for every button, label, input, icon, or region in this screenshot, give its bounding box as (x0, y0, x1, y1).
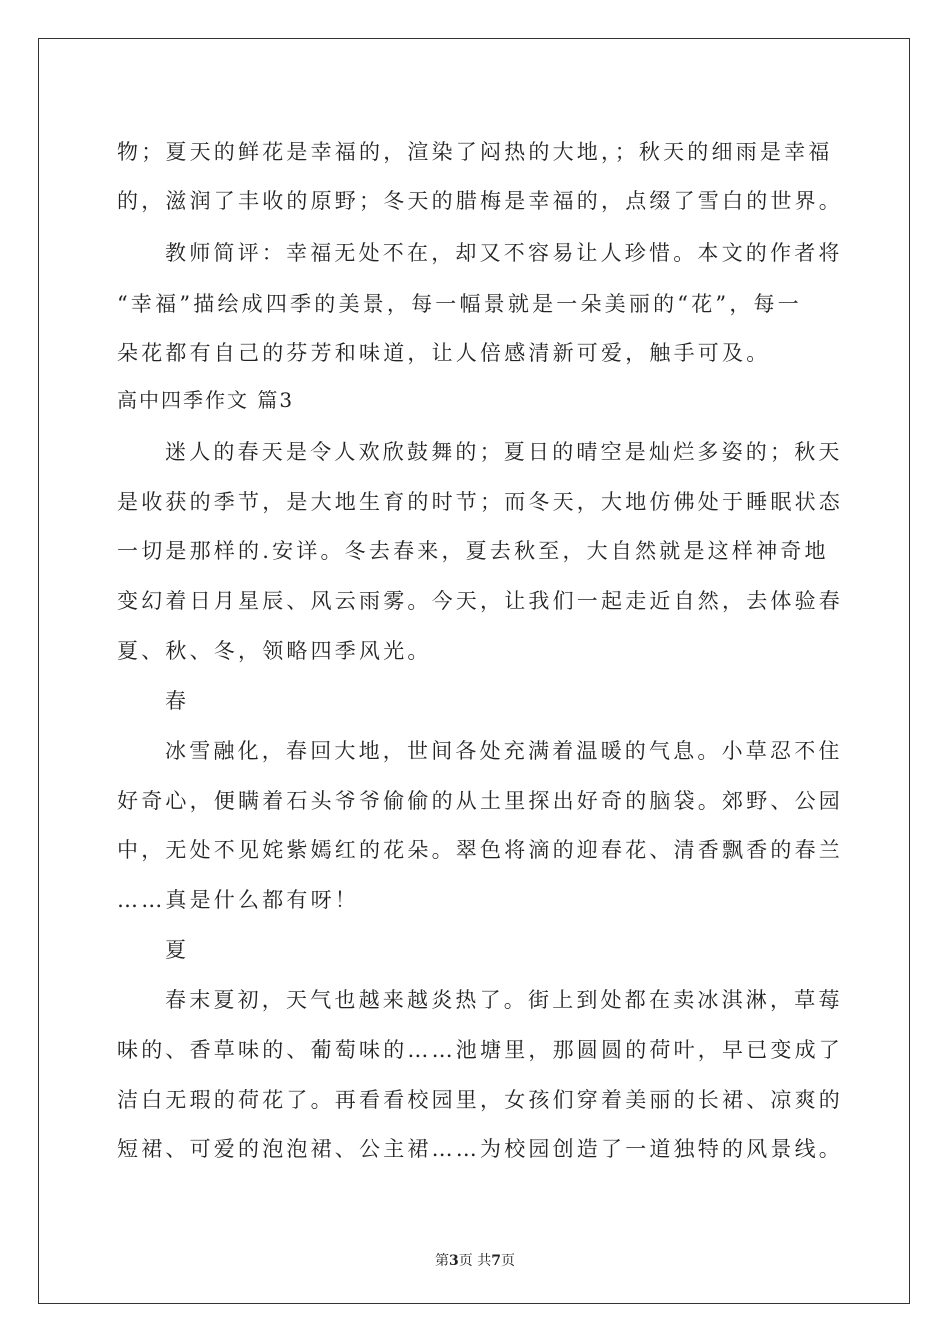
page-suffix: 页 (500, 1253, 515, 1269)
page-border (38, 38, 910, 1304)
text-line: 物；夏天的鲜花是幸福的，渲染了闷热的大地，；秋天的细雨是幸福 (117, 140, 833, 164)
text-line: 夏、秋、冬，领略四季风光。 (117, 639, 432, 663)
text-line: 迷人的春天是令人欢欣鼓舞的；夏日的晴空是灿烂多姿的；秋天 (165, 440, 843, 464)
text-line: 春末夏初，天气也越来越炎热了。街上到处都在卖冰淇淋，草莓 (165, 988, 843, 1012)
text-line: 朵花都有自己的芬芳和味道，让人倍感清新可爱，触手可及。 (117, 341, 771, 365)
text-line: 一切是那样的.安详。冬去春来，夏去秋至，大自然就是这样神奇地 (117, 539, 829, 563)
page-number: 3 (449, 1253, 459, 1269)
page-total: 7 (491, 1253, 501, 1269)
page-prefix: 第 (435, 1253, 450, 1269)
text-line: 短裙、可爱的泡泡裙、公主裙……为校园创造了一道独特的风景线。 (117, 1137, 843, 1161)
text-line: “幸福”描绘成四季的美景，每一幅景就是一朵美丽的“花”，每一 (117, 292, 802, 316)
section-heading: 高中四季作文 篇3 (117, 388, 295, 412)
text-line: 中，无处不见姹紫嫣红的花朵。翠色将滴的迎春花、清香飘香的春兰 (117, 838, 843, 862)
subheading-spring: 春 (165, 689, 190, 713)
page-footer (0, 1250, 950, 1270)
text-line: 是收获的季节，是大地生育的时节；而冬天，大地仿佛处于睡眠状态 (117, 490, 843, 514)
subheading-summer: 夏 (165, 938, 190, 962)
text-line: 教师简评：幸福无处不在，却又不容易让人珍惜。本文的作者将 (165, 241, 843, 265)
text-line: 好奇心，便瞒着石头爷爷偷偷的从土里探出好奇的脑袋。郊野、公园 (117, 789, 843, 813)
text-line: 变幻着日月星辰、风云雨雾。今天，让我们一起走近自然，去体验春 (117, 589, 843, 613)
text-line: 的，滋润了丰收的原野；冬天的腊梅是幸福的，点缀了雪白的世界。 (117, 189, 843, 213)
text-line: 味的、香草味的、葡萄味的……池塘里，那圆圆的荷叶，早已变成了 (117, 1038, 843, 1062)
text-line: ……真是什么都有呀！ (117, 888, 359, 912)
page-mid: 页 共 (458, 1253, 492, 1269)
text-line: 冰雪融化，春回大地，世间各处充满着温暖的气息。小草忍不住 (165, 739, 843, 763)
text-line: 洁白无瑕的荷花了。再看看校园里，女孩们穿着美丽的长裙、凉爽的 (117, 1088, 843, 1112)
